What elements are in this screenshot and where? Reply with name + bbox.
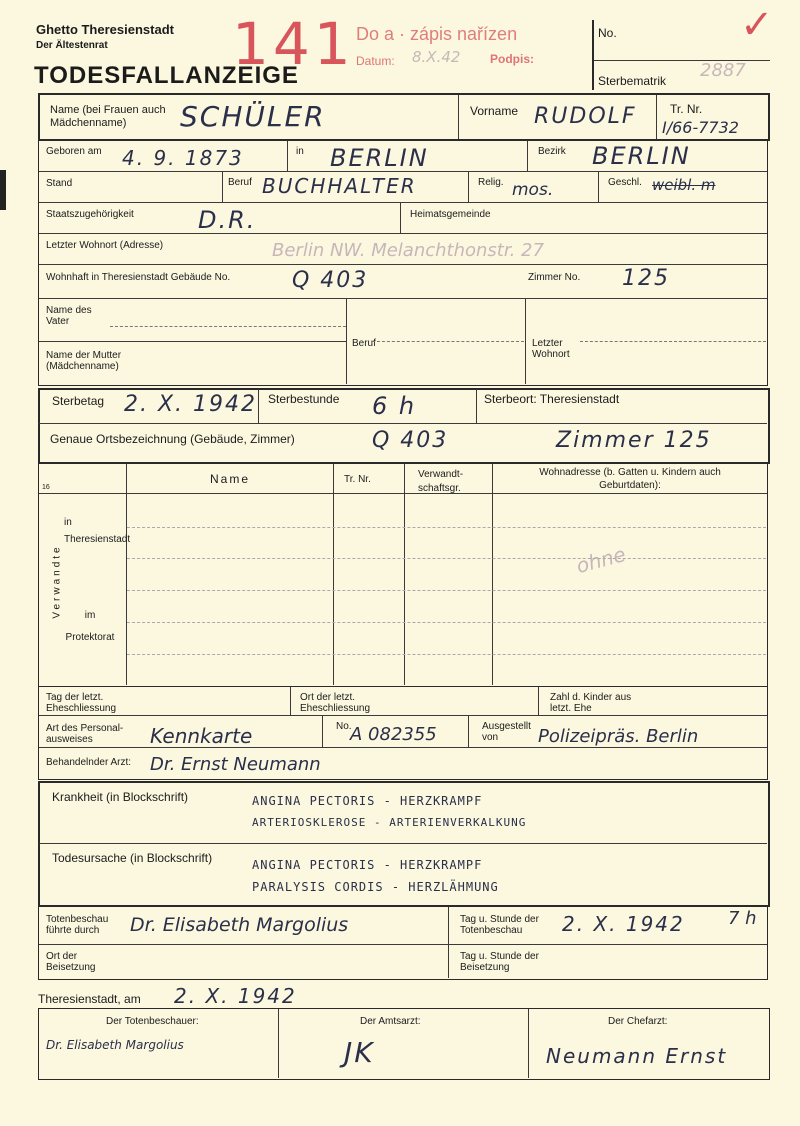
ausgestellt-label: Ausgestellt von bbox=[482, 721, 531, 743]
stamp-datum-label: Datum: bbox=[356, 54, 395, 68]
bezirk-label: Bezirk bbox=[538, 146, 566, 157]
heimat-label: Heimatsgemeinde bbox=[410, 209, 491, 220]
name-value: SCHÜLER bbox=[180, 100, 326, 133]
col-wohn: Wohnadresse (b. Gatten u. Kindern auch Geburtdaten): bbox=[539, 467, 721, 491]
totenbeschau-value: Dr. Elisabeth Margolius bbox=[130, 914, 349, 936]
relig-value: mos. bbox=[512, 180, 554, 200]
sterbematrik-label: Sterbematrik bbox=[598, 74, 667, 88]
totenbeschau-tag-hour: 7 h bbox=[728, 908, 757, 929]
beruf-value: BUCHHALTER bbox=[262, 174, 417, 198]
genaue-value2: Zimmer 125 bbox=[556, 428, 712, 453]
col-trnr: Tr. Nr. bbox=[344, 474, 371, 485]
wohnort-label: Letzter Wohnort (Adresse) bbox=[46, 240, 164, 251]
ausweis-no-value: A 082355 bbox=[350, 724, 437, 745]
relatives-side-label: Verwandte bbox=[51, 544, 63, 619]
parents-beruf-label: Beruf bbox=[352, 338, 376, 349]
relatives-scribble: ohne bbox=[573, 541, 629, 579]
in-there-label: in Theresienstadt bbox=[64, 517, 131, 545]
krankheit-line2: ARTERIOSKLEROSE - ARTERIENVERKALKUNG bbox=[252, 816, 527, 829]
wohnhaft-label: Wohnhaft in Theresienstadt Gebäude No. bbox=[46, 272, 231, 283]
vater-label: Name des Vater bbox=[46, 305, 92, 327]
genaue-label: Genaue Ortsbezeichnung (Gebäude, Zimmer) bbox=[50, 432, 295, 446]
sterbematrik-value: 2887 bbox=[700, 60, 746, 81]
totenbeschau-tag-label: Tag u. Stunde der Totenbeschau bbox=[460, 914, 539, 936]
totenbeschauer-label: Der Totenbeschauer: bbox=[106, 1016, 199, 1027]
geboren-value: 4. 9. 1873 bbox=[122, 146, 244, 170]
sterbestunde-label: Sterbestunde bbox=[268, 392, 340, 406]
geschl-value: weibl. m bbox=[652, 176, 716, 194]
name-label: Name (bei Frauen auch Mädchenname) bbox=[50, 104, 166, 129]
beisetzung-ort-label: Ort der Beisetzung bbox=[46, 951, 96, 973]
sterbetag-value: 2. X. 1942 bbox=[124, 392, 258, 417]
chefarzt-label: Der Chefarzt: bbox=[608, 1016, 668, 1027]
zimmer-label: Zimmer No. bbox=[528, 272, 581, 283]
in-value: BERLIN bbox=[330, 144, 429, 172]
stamp-podpis-label: Podpis: bbox=[490, 52, 534, 66]
kinder-label: Zahl d. Kinder aus letzt. Ehe bbox=[550, 692, 632, 714]
sterbetag-label: Sterbetag bbox=[52, 394, 105, 408]
chefarzt-sig: Neumann Ernst bbox=[546, 1044, 728, 1068]
stamp-datum-value: 8.X.42 bbox=[412, 48, 461, 66]
punch-hole-icon bbox=[0, 170, 6, 210]
arzt-label: Behandelnder Arzt: bbox=[46, 757, 132, 768]
place-date-value: 2. X. 1942 bbox=[174, 984, 297, 1008]
arzt-value: Dr. Ernst Neumann bbox=[150, 754, 321, 775]
check-mark-icon: ✓ bbox=[740, 3, 774, 47]
genaue-value1: Q 403 bbox=[372, 428, 449, 453]
ehe-tag-label: Tag der letzt. Eheschliessung bbox=[46, 692, 117, 714]
ausweis-art-value: Kennkarte bbox=[150, 724, 253, 748]
trnr-label: Tr. Nr. bbox=[670, 102, 703, 116]
parents-wohnort-label: Letzter Wohnort bbox=[532, 338, 570, 360]
krankheit-label: Krankheit (in Blockschrift) bbox=[52, 790, 189, 804]
ursache-label: Todesursache (in Blockschrift) bbox=[52, 851, 213, 865]
ursache-line1: ANGINA PECTORIS - HERZKRAMPF bbox=[252, 858, 483, 872]
no-label: No. bbox=[598, 26, 617, 40]
krankheit-line1: ANGINA PECTORIS - HERZKRAMPF bbox=[252, 794, 483, 808]
bezirk-value: BERLIN bbox=[592, 142, 691, 170]
staat-label: Staatszugehörigkeit bbox=[46, 209, 134, 220]
totenbeschau-tag-value: 2. X. 1942 bbox=[562, 912, 685, 936]
geschl-label: Geschl. bbox=[608, 177, 642, 188]
mutter-label: Name der Mutter (Mädchenname) bbox=[46, 350, 122, 372]
place-date-label: Theresienstadt, am bbox=[38, 992, 141, 1006]
amtsarzt-label: Der Amtsarzt: bbox=[360, 1016, 421, 1027]
hand-number: 141 bbox=[232, 10, 355, 78]
ehe-ort-label: Ort der letzt. Eheschliessung bbox=[300, 692, 371, 714]
org-line1: Ghetto Theresienstadt bbox=[36, 22, 174, 37]
totenbeschau-label: Totenbeschau führte durch bbox=[46, 914, 109, 936]
amtsarzt-sig: JK bbox=[344, 1036, 375, 1069]
stand-label: Stand bbox=[46, 178, 73, 189]
staat-value: D.R. bbox=[198, 206, 257, 234]
totenbeschauer-sig: Dr. Elisabeth Margolius bbox=[46, 1038, 184, 1052]
zimmer-value: 125 bbox=[622, 266, 670, 291]
trnr-value: I/66-7732 bbox=[662, 118, 739, 137]
vorname-label: Vorname bbox=[470, 104, 519, 118]
geboren-label: Geboren am bbox=[46, 146, 102, 157]
relatives-num: 16 bbox=[42, 484, 50, 491]
col-verwandt: Verwandt-schaftsgr. bbox=[418, 469, 464, 494]
wohnhaft-value: Q 403 bbox=[292, 268, 369, 293]
im-prot-label: im Protektorat bbox=[65, 610, 115, 643]
stamp-top: Do a · zápis nařízen bbox=[356, 24, 518, 44]
beisetzung-tag-label: Tag u. Stunde der Beisetzung bbox=[460, 951, 539, 973]
col-name: Name bbox=[210, 472, 251, 486]
relig-label: Relig. bbox=[478, 177, 504, 188]
wohnort-value: Berlin NW. Melanchthonstr. 27 bbox=[272, 240, 544, 261]
beruf-label: Beruf bbox=[228, 177, 252, 188]
ursache-line2: PARALYSIS CORDIS - HERZLÄHMUNG bbox=[252, 880, 499, 894]
ausweis-art-label: Art des Personal-ausweises bbox=[46, 723, 124, 745]
form-title: TODESFALLANZEIGE bbox=[34, 62, 299, 89]
sterbestunde-value: 6 h bbox=[372, 392, 417, 420]
vorname-value: RUDOLF bbox=[534, 104, 637, 129]
ausgestellt-value: Polizeipräs. Berlin bbox=[538, 726, 699, 747]
sterbeort-label: Sterbeort: Theresienstadt bbox=[484, 392, 620, 406]
ausweis-no-label: No. bbox=[336, 721, 352, 732]
org-line2: Der Ältestenrat bbox=[36, 40, 108, 51]
in-label: in bbox=[296, 146, 304, 157]
